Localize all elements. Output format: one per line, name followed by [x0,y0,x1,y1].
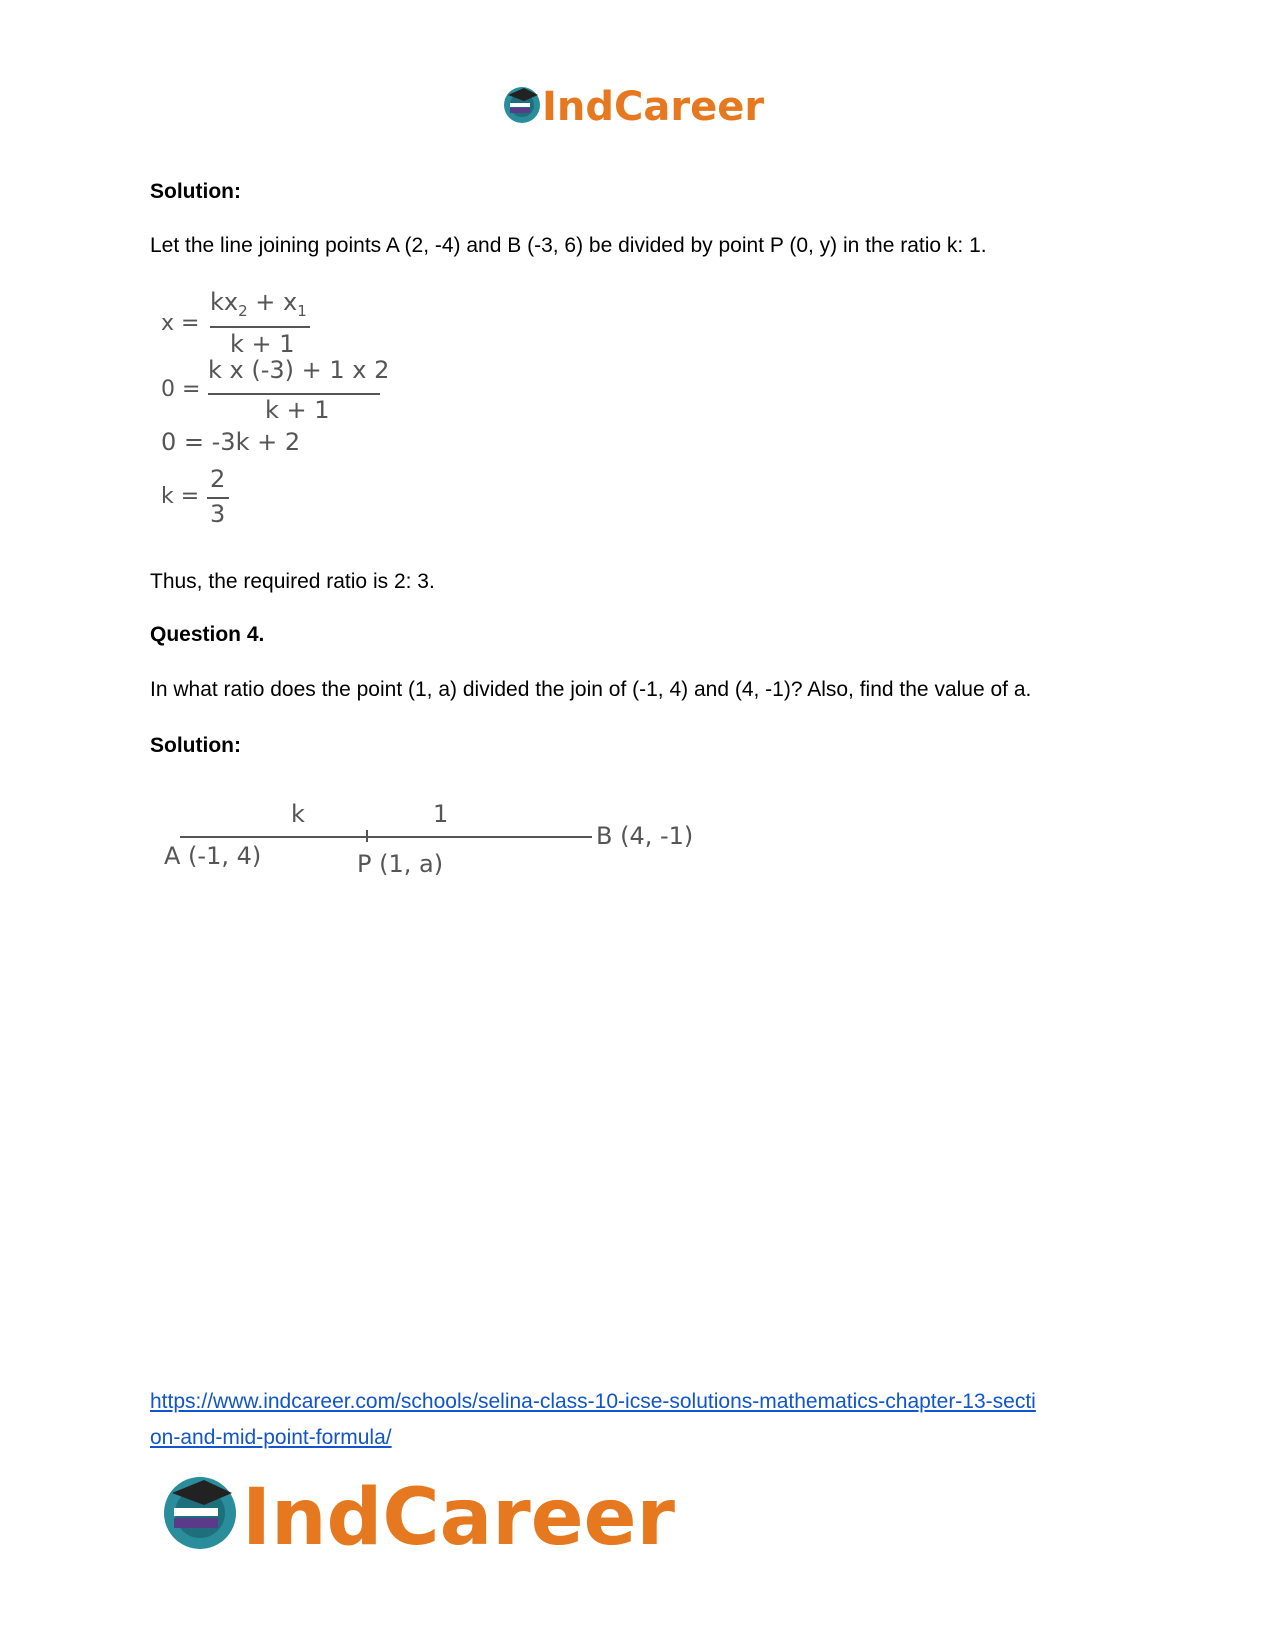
point-b-label: B (4, -1) [596,822,694,850]
footer-logo [160,1468,700,1558]
q3-conclusion: Thus, the required ratio is 2: 3. [150,570,435,593]
source-link-line1[interactable]: https://www.indcareer.com/schools/selina-class-10-icse-solutions-mathematics-chapter-13-secti [150,1390,1036,1413]
math-line1-denominator: k + 1 [230,330,295,358]
math-line1-num-sub2: 1 [297,301,307,320]
source-link[interactable] [150,1384,1130,1456]
header-logo-text: IndCareer [542,84,765,130]
point-p-label: P (1, a) [357,850,444,878]
math-line2-denominator: k + 1 [265,396,330,424]
math-line1-num-sub1: 2 [238,301,248,320]
point-p-tick [366,830,368,842]
point-a-label: A (-1, 4) [164,842,262,870]
segment-line [180,836,592,838]
math-line4-lhs: k = [161,484,200,509]
math-line4-fraction-bar [207,497,229,499]
header-logo [500,80,780,130]
footer-logo-text: IndCareer [242,1473,675,1558]
math-line2-fraction-bar [208,393,380,395]
q4-statement: In what ratio does the point (1, a) divided the join of (-1, 4) and (4, -1)? Also, find the value of a. [150,678,1032,701]
math-line1-num-part1: kx [210,288,239,316]
math-line1-lhs: x = [161,311,200,336]
ratio-label-k: k [291,800,305,828]
math-line4-denominator: 3 [210,500,226,528]
math-line2-lhs: 0 = [161,377,201,402]
graduation-globe-icon [504,87,540,123]
math-line1-num-part2: + x [247,288,298,316]
math-line4-numerator: 2 [210,465,226,493]
q3-statement: Let the line joining points A (2, -4) and B (-3, 6) be divided by point P (0, y) in the ratio k: 1. [150,234,987,257]
graduation-globe-icon [164,1477,236,1549]
solution-heading-2: Solution: [150,734,241,757]
math-line1-fraction-bar [210,326,310,328]
question-4-heading: Question 4. [150,623,265,646]
ratio-label-1: 1 [433,800,449,828]
math-line3: 0 = -3k + 2 [161,428,301,456]
solution-heading-1: Solution: [150,180,241,203]
math-line1-numerator [210,288,307,320]
math-line2-numerator: k x (-3) + 1 x 2 [208,356,390,384]
source-link-line2[interactable]: on-and-mid-point-formula/ [150,1426,392,1449]
